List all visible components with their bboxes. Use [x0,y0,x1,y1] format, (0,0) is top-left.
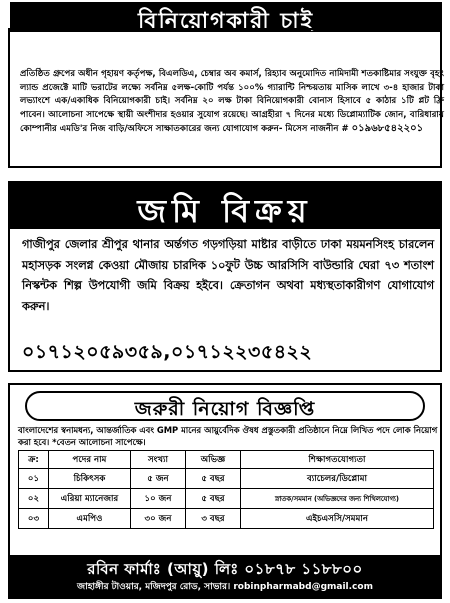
cell-serial: ০৩ [19,509,49,529]
cell-serial: ০১ [19,469,49,489]
column-header-position: পদের নাম [49,451,131,469]
cell-count: ৩০ জন [131,509,186,529]
land-sale-ad-title: জমি বিক্রয় [137,192,313,230]
cell-position: এরিয়া ম্যানেজার [49,489,131,509]
land-sale-ad-body: গাজীপুর জেলার শ্রীপুর থানার অর্ন্তগত গড়গড়িয়া মাষ্টার বাড়ীতে ঢাকা ময়মনসিংহ চারলেন মহাসড়ক সংলগ্ন কেওয়া মৌজায় চারদিক ১০ফুট উচ্চ আরসিসি বাউন্ডারি ঘেরা ৭৩ শতাংশ নিস্কন্টক শিল্প উপযোগী জমি বিক্রয় হইবে। ক্রেতাগন অথবা মধ্যস্থতাকারীগণ যোগাযোগ করুন। [22,238,434,313]
land-sale-ad [8,181,442,372]
company-address-email: জাহাঙ্গীর টাওয়ার, মজিদপুর রোড, সাভার। robinpharmabd@gmail.com [77,582,373,592]
investor-ad-text: প্রতিষ্ঠিত গ্রুপের অধীন গৃহায়ণ কর্তৃপক্ষ, বিএলডিএ, চেম্বার অব কমার্স, রিহ্যাব অনুমোদিত নামিদামী শতকাষ্টিমার সংযুক্ত বৃহৎ ল্যান্ড প্রজেক্টে মাটি ভরাটের লক্ষ্যে সর্বনিম্ন ৫লক্ষ-কোটি পর্যন্ত ১০০% গ্যারান্টি নিশ্চয়তায় মাসিক লাখে ৩-৪ হাজার টাকা লভ্যাংশে এক/একাধিক বিনিয়োগকারী চাই। সর্বনিম্ন ২০ লক্ষ টাকা বিনিয়োগকারী বোনাস হিসাবে ৫ কাঠার ১টি প্লট ফ্রি পাবেন। আলোচনা সাপেক্ষে স্থায়ী অংশীদার হওয়ার সুযোগ রয়েছে। আগ্রহীরা ৭ দিনের মধ্যে ডিপ্লোম্যাটিক জোন, বারিধারায় কোম্পানীর এমডি'র নিজ বাড়ি/অফিসে সাক্ষাতকারের জন্য যোগাযোগ করুন- [20,69,444,135]
cell-count: ৫ জন [131,469,186,489]
cell-position: এমপিও [49,509,131,529]
investor-ad-title: বিনিয়োগকারী চাই [137,9,315,34]
recruitment-ad-title: জরুরী নিয়োগ বিজ্ঞপ্তি [134,398,316,420]
land-sale-ad-header [10,183,440,229]
job-positions-table [18,450,434,529]
table-row [19,509,434,529]
table-row [19,469,434,489]
investor-ad-phone: ০১৯৬৮৫৪২২০১ [351,123,424,135]
cell-position: চিকিৎসক [49,469,131,489]
recruitment-ad [8,383,442,599]
recruitment-ad-intro: বাংলাদেশের স্বনামধন্য, আন্তর্জাতিক এবং GMP মানের আয়ুর্বেদিক ঔষধ প্রস্তুতকারী প্রতিষ্ঠানে নিম্নে লিখিত পদে লোক নিয়োগ করা হবে। *বেতন আলোচনা সাপেক্ষে। [18,425,438,447]
cell-experience: ৩ বছর [186,509,241,529]
company-name-phone: রবিন ফার্মাঃ (আয়ু) লিঃ ০১৮৭৮ ১১৮৮০০ [87,560,363,578]
recruitment-ad-header [25,391,425,421]
table-row [19,489,434,509]
investor-ad-contact: মিসেস নাজনীন # [285,124,349,135]
investor-ad-body [20,68,444,137]
column-header-experience: অভিজ্ঞ [186,451,241,469]
cell-qualification: ব্যাচেলর/ডিপ্লোমা [241,469,434,489]
column-header-count: সংখ্যা [131,451,186,469]
cell-serial: ০২ [19,489,49,509]
cell-qualification: এইচএসসি/সমমান [241,509,434,529]
investor-ad [8,28,442,168]
land-sale-ad-phones: ০১৭১২০৫৯৩৫৯,০১৭১২২৩৫৪২২ [22,341,313,363]
column-header-qualification: শিক্ষাগতযোগ্যতা [241,451,434,469]
cell-qualification: স্নাতক/সমমান (অভিজ্ঞদের জন্য শিথিলযোগ্য) [241,489,434,509]
cell-experience: ৫ বছর [186,489,241,509]
recruitment-ad-footer [10,555,440,597]
cell-experience: ৫ বছর [186,469,241,489]
table-header-row [19,451,434,469]
cell-count: ১০ জন [131,489,186,509]
column-header-serial: ক্র: [19,451,49,469]
